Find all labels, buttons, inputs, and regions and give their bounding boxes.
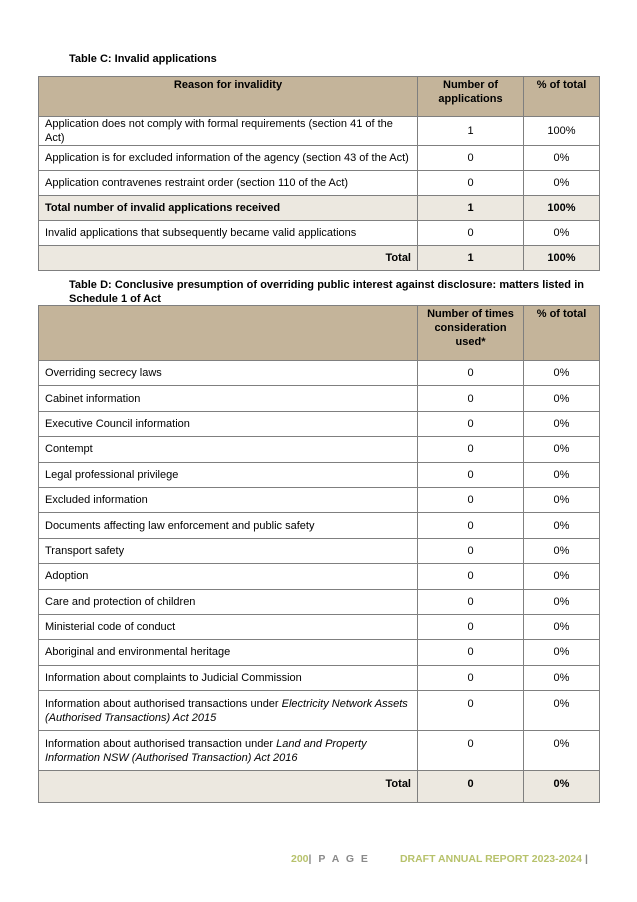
table-row <box>39 221 600 246</box>
table-row <box>39 146 600 171</box>
table-row <box>39 437 600 462</box>
row-count: 1 <box>418 117 524 146</box>
row-percent: 0% <box>524 146 600 171</box>
row-label: Information about complaints to Judicial Commission <box>39 665 418 690</box>
row-percent: 0% <box>524 589 600 614</box>
row-count: 0 <box>418 146 524 171</box>
row-count: 0 <box>418 665 524 690</box>
table-row <box>39 640 600 665</box>
row-percent: 100% <box>524 246 600 271</box>
table-row <box>39 411 600 436</box>
table-c-caption: Table C: Invalid applications <box>69 53 217 65</box>
row-percent: 0% <box>524 614 600 639</box>
row-label: Total <box>39 771 418 803</box>
row-count: 1 <box>418 196 524 221</box>
table-row <box>39 462 600 487</box>
column-header: % of total <box>524 306 600 361</box>
row-label <box>39 731 418 771</box>
row-count: 0 <box>418 538 524 563</box>
row-percent: 0% <box>524 564 600 589</box>
column-header: Reason for invalidity <box>39 77 418 117</box>
page-number: 200 <box>291 853 309 865</box>
table-row <box>39 614 600 639</box>
row-label: Documents affecting law enforcement and public safety <box>39 513 418 538</box>
total-row <box>39 246 600 271</box>
table-row <box>39 513 600 538</box>
row-count: 1 <box>418 246 524 271</box>
row-label: Total <box>39 246 418 271</box>
table-row <box>39 117 600 146</box>
row-count: 0 <box>418 487 524 512</box>
row-percent: 100% <box>524 196 600 221</box>
row-label <box>39 691 418 731</box>
row-percent: 100% <box>524 117 600 146</box>
row-percent: 0% <box>524 411 600 436</box>
row-percent: 0% <box>524 513 600 538</box>
column-header: Number of times consideration used* <box>418 306 524 361</box>
row-label: Executive Council information <box>39 411 418 436</box>
row-count: 0 <box>418 589 524 614</box>
row-count: 0 <box>418 386 524 411</box>
row-percent: 0% <box>524 640 600 665</box>
row-percent: 0% <box>524 731 600 771</box>
row-label: Invalid applications that subsequently became valid applications <box>39 221 418 246</box>
row-count: 0 <box>418 171 524 196</box>
row-label: Application contravenes restraint order (section 110 of the Act) <box>39 171 418 196</box>
row-count: 0 <box>418 411 524 436</box>
row-label: Care and protection of children <box>39 589 418 614</box>
row-label: Legal professional privilege <box>39 462 418 487</box>
row-label: Application does not comply with formal requirements (section 41 of the Act) <box>39 117 418 146</box>
table-row <box>39 665 600 690</box>
column-header <box>39 306 418 361</box>
row-percent: 0% <box>524 386 600 411</box>
row-percent: 0% <box>524 487 600 512</box>
row-percent: 0% <box>524 462 600 487</box>
row-label: Contempt <box>39 437 418 462</box>
column-header: Number of applications <box>418 77 524 117</box>
table-header-row <box>39 306 600 361</box>
row-count: 0 <box>418 513 524 538</box>
row-percent: 0% <box>524 538 600 563</box>
row-count: 0 <box>418 437 524 462</box>
row-percent: 0% <box>524 171 600 196</box>
table-c-invalid-applications <box>38 76 600 271</box>
column-header: % of total <box>524 77 600 117</box>
table-row <box>39 564 600 589</box>
table-d-schedule-1-matters <box>38 305 600 803</box>
row-label-prefix: Information about authorised transaction under <box>45 738 277 751</box>
row-percent: 0% <box>524 691 600 731</box>
row-label: Cabinet information <box>39 386 418 411</box>
row-percent: 0% <box>524 361 600 386</box>
row-count: 0 <box>418 614 524 639</box>
row-count: 0 <box>418 640 524 665</box>
table-row <box>39 361 600 386</box>
row-percent: 0% <box>524 771 600 803</box>
row-label: Total number of invalid applications received <box>39 196 418 221</box>
row-count: 0 <box>418 361 524 386</box>
table-row <box>39 487 600 512</box>
act-title: Land and Property Information NSW (Authorised Transaction) Act 2016 <box>45 738 367 765</box>
table-row <box>39 538 600 563</box>
table-row <box>39 386 600 411</box>
row-count: 0 <box>418 691 524 731</box>
subtotal-row <box>39 196 600 221</box>
row-label: Excluded information <box>39 487 418 512</box>
row-count: 0 <box>418 771 524 803</box>
table-row <box>39 589 600 614</box>
table-row <box>39 731 600 771</box>
act-title: Electricity Network Assets (Authorised Transactions) Act 2015 <box>45 698 408 725</box>
row-label: Application is for excluded information of the agency (section 43 of the Act) <box>39 146 418 171</box>
report-title: DRAFT ANNUAL REPORT 2023-2024 <box>399 853 582 865</box>
row-label: Adoption <box>39 564 418 589</box>
total-row <box>39 771 600 803</box>
row-count: 0 <box>418 564 524 589</box>
table-header-row <box>39 77 600 117</box>
row-percent: 0% <box>524 665 600 690</box>
table-row <box>39 171 600 196</box>
page-word: | P A G E <box>308 853 370 865</box>
table-d-caption: Table D: Conclusive presumption of overriding public interest against disclosure: matters listed in Schedule 1 of Act <box>69 279 584 305</box>
row-label: Overriding secrecy laws <box>39 361 418 386</box>
table-row <box>39 691 600 731</box>
footer-divider: | <box>584 853 588 865</box>
row-label-prefix: Information about authorised transactions under <box>45 698 282 711</box>
row-count: 0 <box>418 731 524 771</box>
row-label: Ministerial code of conduct <box>39 614 418 639</box>
row-count: 0 <box>418 462 524 487</box>
row-label: Transport safety <box>39 538 418 563</box>
page-footer <box>291 853 588 865</box>
row-percent: 0% <box>524 221 600 246</box>
row-percent: 0% <box>524 437 600 462</box>
row-label: Aboriginal and environmental heritage <box>39 640 418 665</box>
row-count: 0 <box>418 221 524 246</box>
